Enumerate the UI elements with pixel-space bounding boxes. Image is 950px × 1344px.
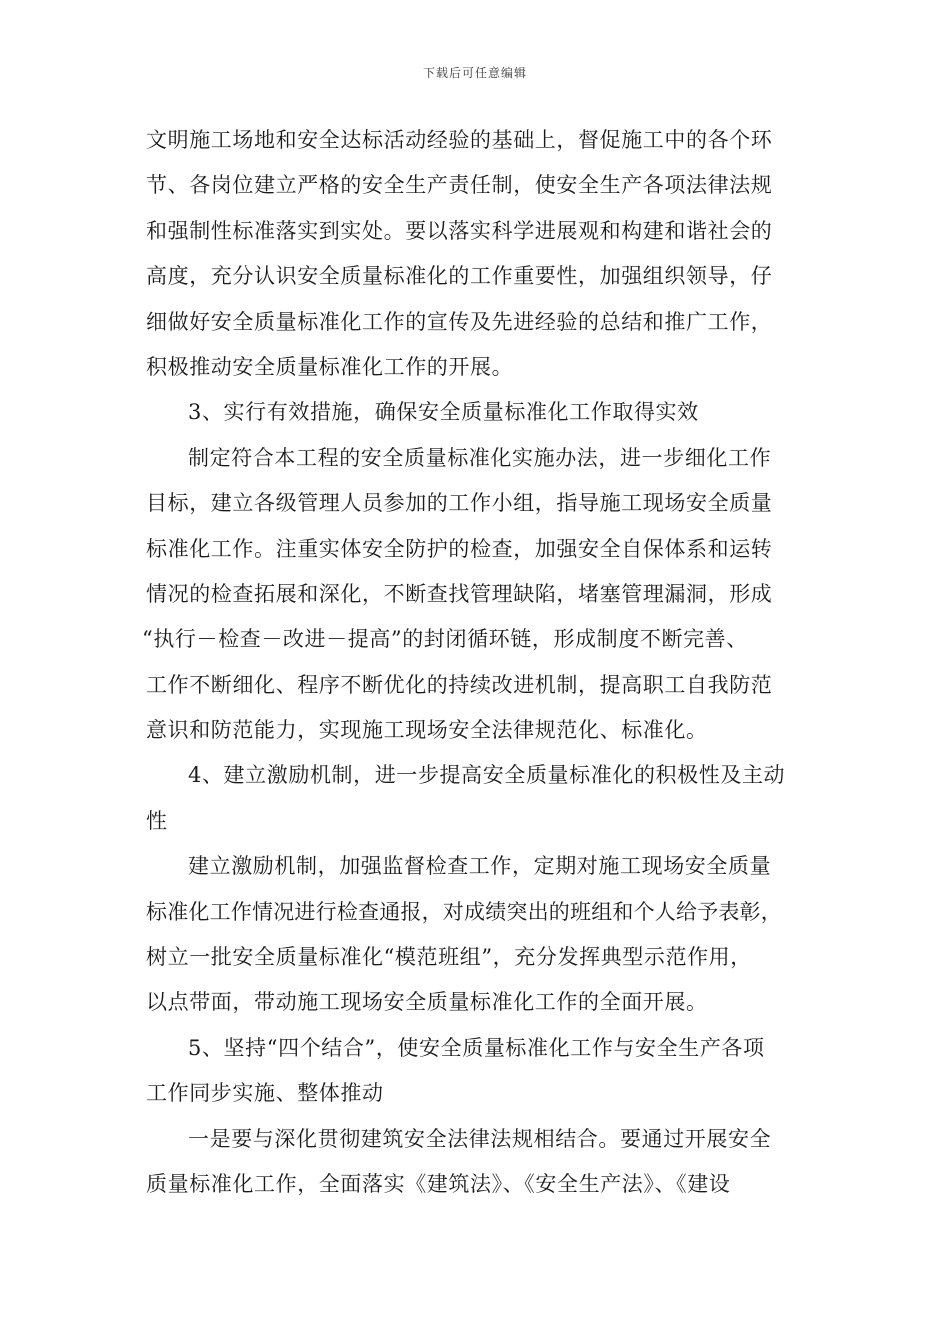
text-line: 文明施工场地和安全达标活动经验的基础上，督促施工中的各个环 bbox=[146, 128, 773, 152]
text-line: 情况的检查拓展和深化，不断查找管理缺陷，堵塞管理漏洞，形成 bbox=[146, 581, 773, 606]
text-line: 和强制性标准落实到实处。要以落实科学进展观和构建和谐社会的 bbox=[146, 218, 773, 243]
document-body bbox=[142, 118, 822, 1207]
text-line: 质量标准化工作，全面落实《建筑法》、《安全生产法》、《建设 bbox=[146, 1171, 731, 1196]
text-line: 树立一批安全质量标准化“模范班组”，充分发挥典型示范作用， bbox=[146, 945, 752, 970]
text-line: 目标，建立各级管理人员参加的工作小组，指导施工现场安全质量 bbox=[146, 491, 773, 516]
text-line: 性 bbox=[146, 808, 168, 833]
text-line: 细做好安全质量标准化工作的宣传及先进经验的总结和推广工作， bbox=[146, 309, 773, 334]
text-line: 积极推动安全质量标准化工作的开展。 bbox=[146, 354, 514, 379]
text-line: 工作同步实施、整体推动 bbox=[146, 1081, 384, 1106]
text-line: 制定符合本工程的安全质量标准化实施办法，进一步细化工作 bbox=[188, 445, 772, 470]
text-line: 一是要与深化贯彻建筑安全法律法规相结合。要通过开展安全 bbox=[188, 1126, 772, 1151]
text-line: 以点带面，带动施工现场安全质量标准化工作的全面开展。 bbox=[146, 990, 708, 1015]
text-line: 工作不断细化、程序不断优化的持续改进机制，提高职工自我防范 bbox=[146, 672, 773, 697]
text-line: “执行－检查－改进－提高”的封闭循环链，形成制度不断完善、 bbox=[142, 627, 748, 652]
text-line: 标准化工作。注重实体安全防护的检查，加强安全自保体系和运转 bbox=[146, 536, 773, 561]
section-heading-5: 5、坚持“四个结合”，使安全质量标准化工作与安全生产各项 bbox=[188, 1035, 765, 1060]
text-line: 意识和防范能力，实现施工现场安全法律规范化、标准化。 bbox=[146, 718, 708, 743]
section-heading-3: 3、实行有效措施，确保安全质量标准化工作取得实效 bbox=[188, 400, 699, 425]
text-line: 建立激励机制，加强监督检查工作，定期对施工现场安全质量 bbox=[188, 854, 772, 879]
page-header: 下载后可任意编辑 bbox=[422, 66, 527, 80]
text-line: 节、各岗位建立严格的安全生产责任制，使安全生产各项法律法规 bbox=[146, 173, 773, 198]
section-heading-4: 4、建立激励机制，进一步提高安全质量标准化的积极性及主动 bbox=[188, 763, 786, 788]
text-line: 高度，充分认识安全质量标准化的工作重要性，加强组织领导，仔 bbox=[146, 264, 773, 289]
text-line: 标准化工作情况进行检查通报，对成绩突出的班组和个人给予表彰， bbox=[146, 899, 782, 924]
